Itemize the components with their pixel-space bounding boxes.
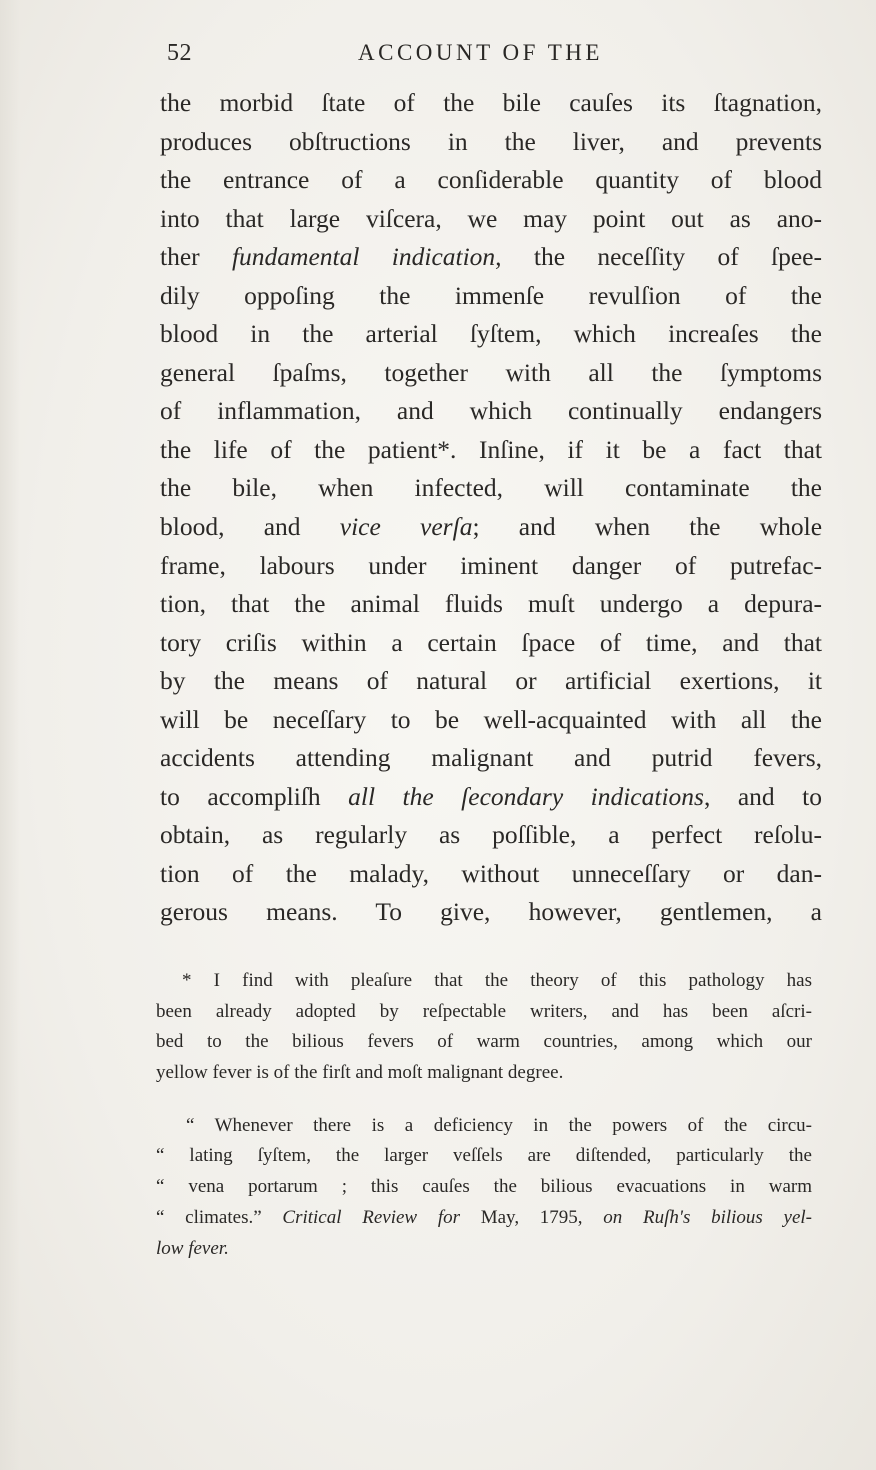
text-line: frame, labours under iminent danger of putrefac- [160, 550, 822, 580]
footnote-line: “ lating ſyſtem, the larger veſſels are diſtended, particularly the [156, 1145, 812, 1167]
footnote-line: been already adopted by reſpectable writers, and has been aſcri- [156, 1000, 812, 1022]
text-line: tion, that the animal fluids muſt undergo a depura- [160, 589, 822, 619]
text-line: of inflammation, and which continually endangers [160, 396, 822, 426]
text-run: to accompliſh [160, 781, 349, 811]
text-line: tory criſis within a certain ſpace of time, and that [160, 627, 822, 657]
text-line: blood in the arterial ſyſtem, which increaſes the [160, 319, 822, 349]
text-run: ther [160, 242, 232, 272]
text-run: May, 1795, [460, 1206, 604, 1228]
footnote-quotation [156, 1111, 812, 1264]
main-text-block [160, 84, 822, 932]
running-title: ACCOUNT OF THE [358, 40, 603, 65]
journal-title: Critical Review for [282, 1206, 460, 1228]
text-line: the bile, when infected, will contaminate the [160, 473, 822, 503]
text-line: general ſpaſms, together with all the ſymptoms [160, 357, 822, 387]
text-line: accidents attending malignant and putrid fevers, [160, 743, 822, 773]
text-line [160, 508, 822, 547]
footnote-line: yellow fever is of the firſt and moſt malignant degree. [156, 1062, 564, 1084]
text-line: obtain, as regularly as poſſible, a perfect reſolu- [160, 820, 822, 850]
text-line: the entrance of a conſiderable quantity of blood [160, 165, 822, 195]
italic-phrase: vice verſa [339, 512, 473, 542]
footnotes [156, 966, 812, 1286]
text-line: tion of the malady, without unneceſſary or dan- [160, 858, 822, 888]
footnote-line [156, 1234, 812, 1265]
text-line: gerous means. To give, however, gentlemen, a [160, 897, 822, 927]
text-line: produces obſtructions in the liver, and prevents [160, 126, 822, 156]
text-line: the morbid ſtate of the bile cauſes its ſtagnation, [160, 88, 822, 117]
text-run: , and to [703, 781, 822, 811]
italic-phrase: all the ſecondary indications [348, 781, 704, 811]
footnote-line: “ vena portarum ; this cauſes the bilious evacuations in warm [156, 1176, 812, 1198]
text-run: blood, and [160, 512, 340, 542]
page-gutter-shadow [0, 0, 20, 1470]
text-line [160, 238, 822, 277]
footnote-line [156, 1203, 812, 1234]
footnote-line: * I find with pleaſure that the theory of this pathology has [182, 970, 812, 991]
text-line: by the means of natural or artificial exertions, it [160, 666, 822, 696]
running-head [0, 36, 876, 76]
footnote-asterisk [156, 966, 812, 1089]
footnote-line: “ Whenever there is a deficiency in the powers of the circu- [186, 1114, 812, 1136]
italic-phrase: on Ruſh's bilious yel- [603, 1206, 812, 1228]
italic-phrase: low fever. [156, 1237, 229, 1259]
text-line: the life of the patient*. Inſine, if it be a fact that [160, 434, 822, 464]
text-line [160, 778, 822, 817]
text-run: “ climates.” [156, 1206, 283, 1228]
text-run: the neceſſity of ſpee- [501, 242, 822, 272]
footnote-line: bed to the bilious fevers of warm countries, among which our [156, 1031, 812, 1053]
text-line: dily oppoſing the immenſe revulſion of the [160, 280, 822, 310]
text-run: ; and when the whole [472, 512, 822, 542]
italic-phrase: fundamental indication, [231, 242, 502, 272]
page-number: 52 [167, 40, 192, 66]
text-line: will be neceſſary to be well-acquainted with all the [160, 704, 822, 734]
text-line: into that large viſcera, we may point out as ano- [160, 203, 822, 233]
